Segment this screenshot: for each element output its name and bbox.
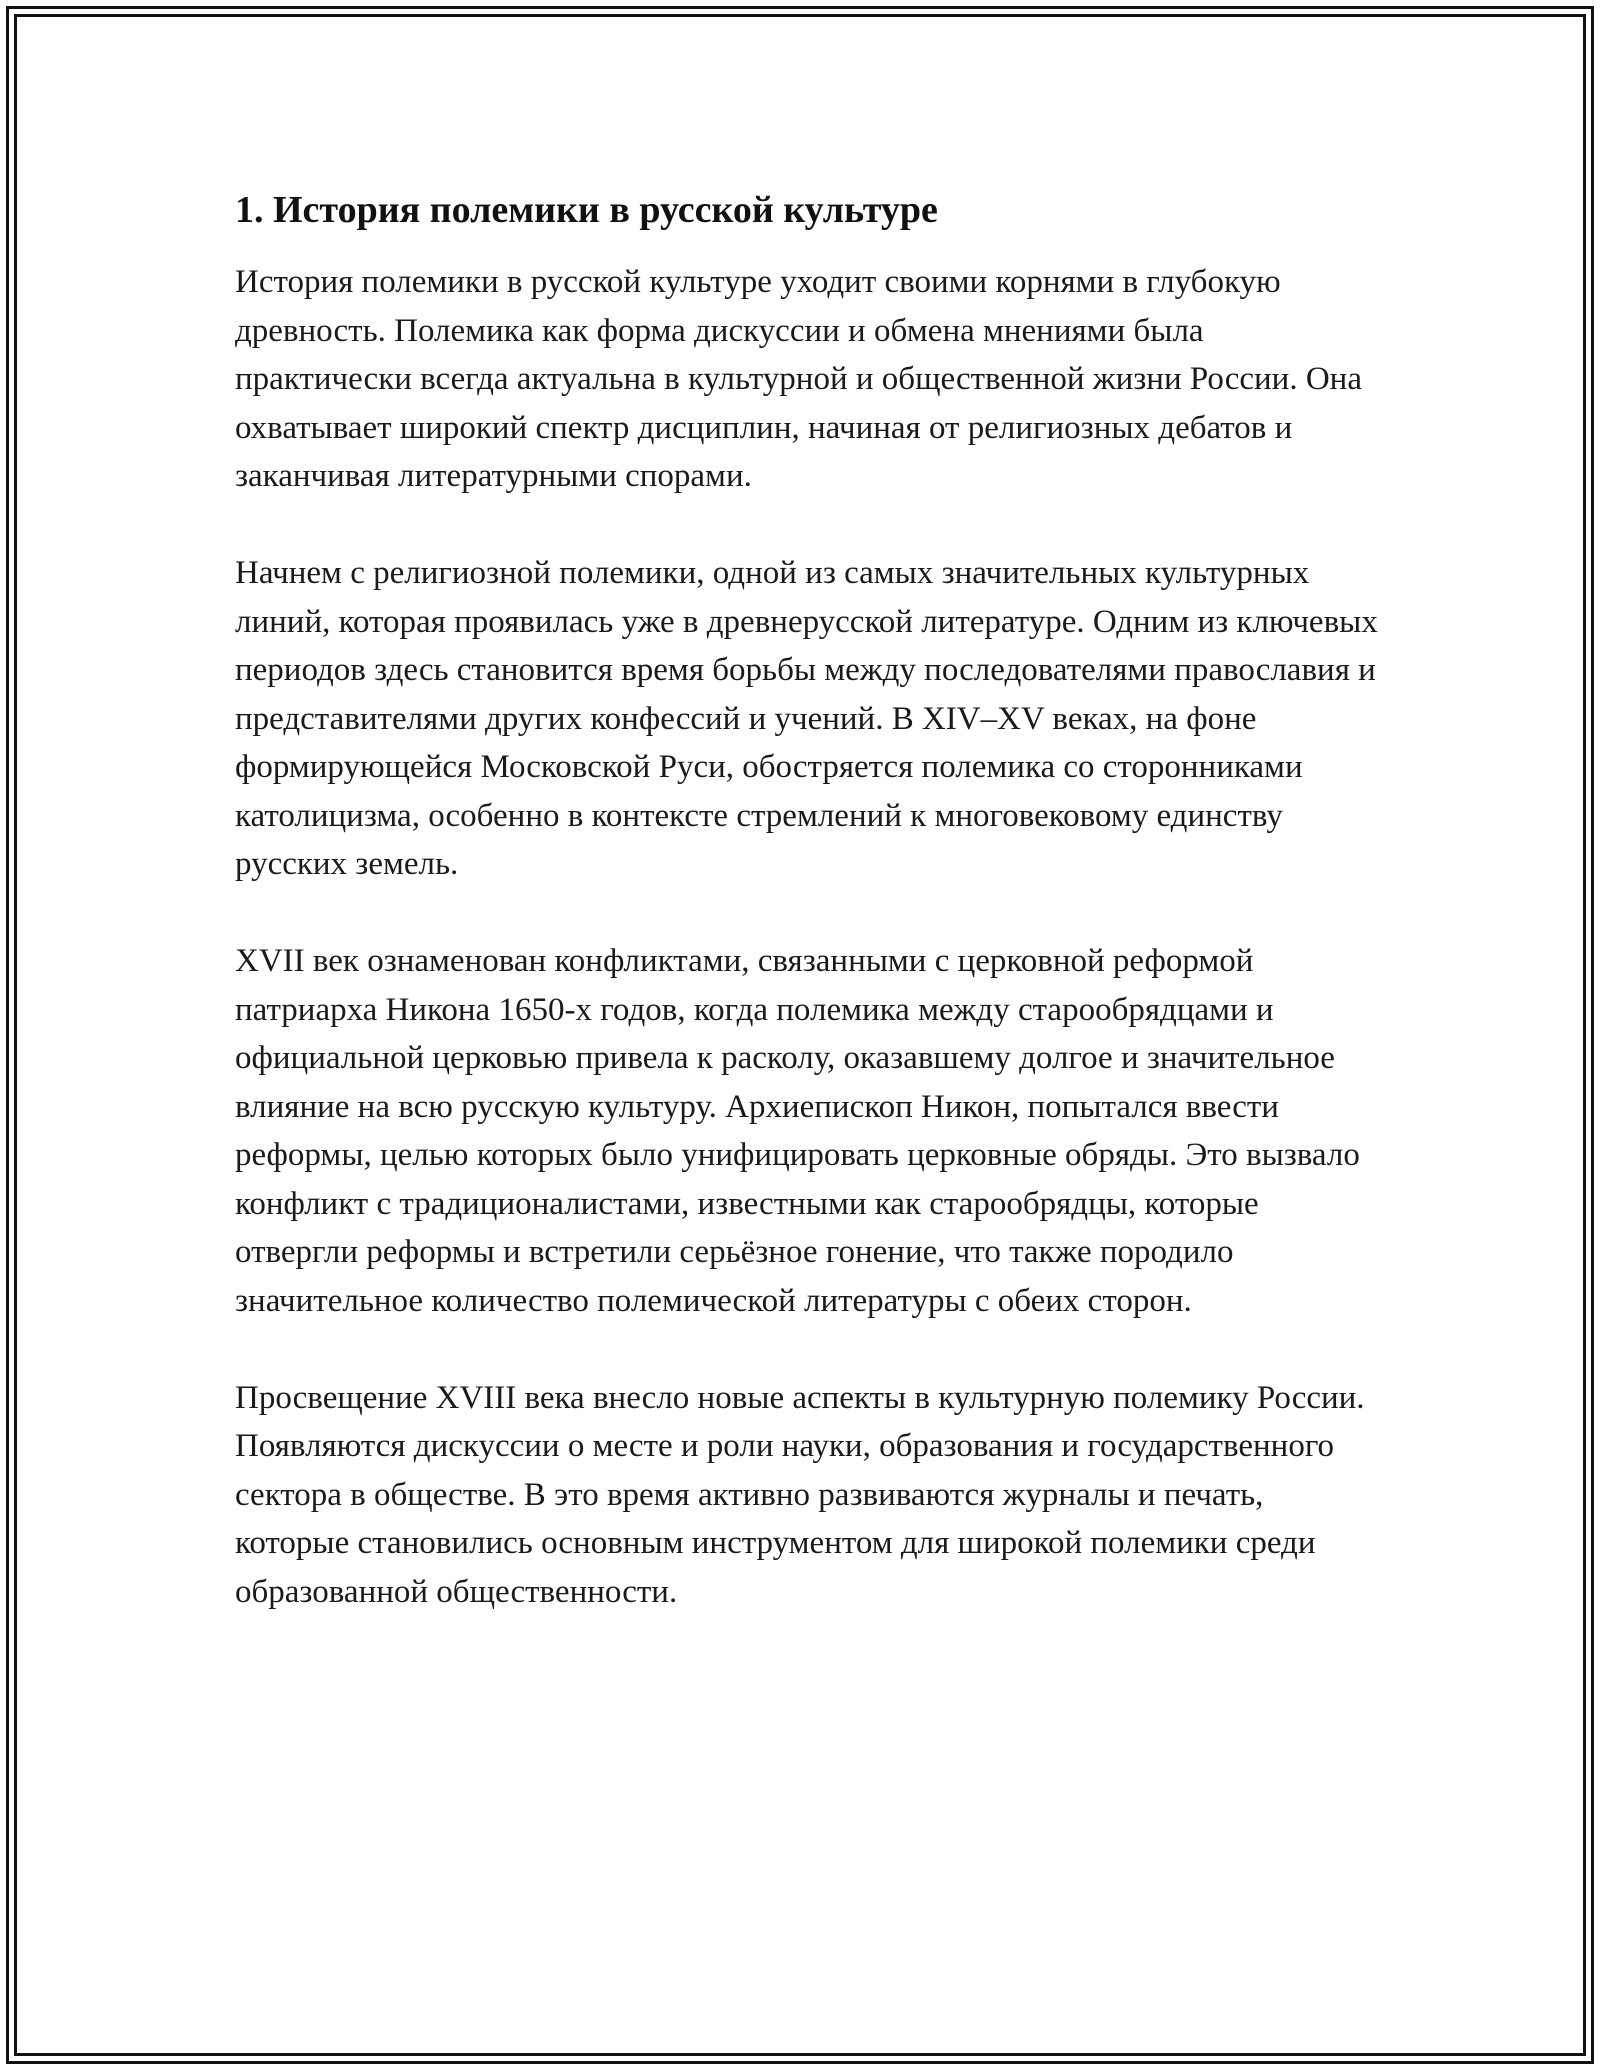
paragraph-intro: История полемики в русской культуре уходит своими корнями в глубокую древность. Полемика как форма дискуссии и обмена мнениями была практически всегда актуальна в культурной и общественной жизни России. Она охватывает широкий спектр дисциплин, начиная от религиозных дебатов и заканчивая литературными спорами. <box>235 264 1362 494</box>
document-body <box>235 186 1385 1616</box>
section-heading: 1. История полемики в русской культуре <box>235 189 938 231</box>
paragraph-enlightenment: Просвещение XVIII века внесло новые аспекты в культурную полемику России. Появляются дискуссии о месте и роли науки, образования и государственного сектора в обществе. В это время активно развиваются журналы и печать, которые становились основным инструментом для широкой полемики среди образованной общественности. <box>235 1379 1365 1610</box>
paragraph-schism: XVII век ознаменован конфликтами, связанными с церковной реформой патриарха Никона 1650-х годов, когда полемика между старообрядцами и официальной церковью привела к расколу, оказавшему долгое и значительное влияние на всю русскую культуру. Архиепископ Никон, попытался ввести реформы, целью которых было унифицировать церковные обряды. Это вызвало конфликт с традиционалистами, известными как старообрядцы, которые отвергли реформы и встретили серьёзное гонение, что также породило значительное количество полемической литературы с обеих сторон. <box>235 943 1360 1319</box>
paragraph-religious-polemics: Начнем с религиозной полемики, одной из самых значительных культурных линий, которая проявилась уже в древнерусской литературе. Одним из ключевых периодов здесь становится время борьбы между последователями православия и представителями других конфессий и учений. В XIV–XV веках, на фоне формирующейся Московской Руси, обостряется полемика со сторонниками католицизма, особенно в контексте стремлений к многовековому единству русских земель. <box>235 555 1378 882</box>
